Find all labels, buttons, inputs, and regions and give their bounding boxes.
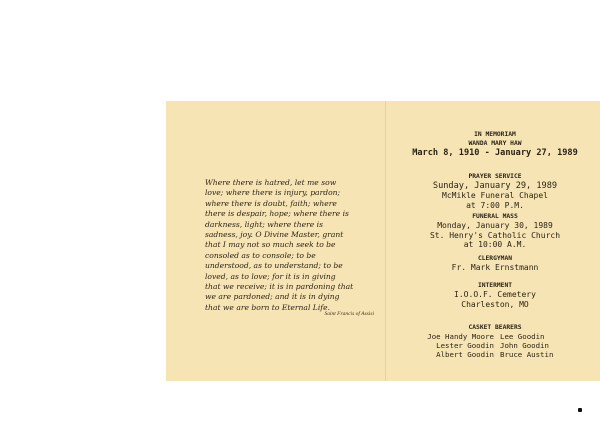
bearer-name: John Goodin [500, 341, 549, 351]
verse-line: understood, as to understand; to be [205, 261, 343, 271]
clergyman-title: CLERGYMAN [477, 255, 513, 262]
scan-speck [578, 408, 582, 412]
verse-line: that I may not so much seek to be [205, 240, 336, 250]
interment-place: I.O.O.F. Cemetery [454, 290, 536, 299]
casket-bearers-title: CASKET BEARERS [468, 324, 522, 331]
verse-line: loved, as to love; for it is in giving [205, 271, 336, 281]
bearer-name: Joe Handy Moore [427, 332, 494, 341]
verse-line: love; where there is injury, pardon; [205, 188, 341, 198]
verse-line: that we receive; it is in pardoning that [205, 282, 354, 292]
prayer-service-time: at 7:00 P.M. [466, 200, 524, 210]
verse-line: where there is doubt, faith; where [205, 198, 337, 208]
verse-line: Where there is hatred, let me sow [205, 178, 337, 187]
casket-bearers-block [395, 324, 595, 360]
prayer-service-place: McMikle Funeral Chapel [442, 191, 548, 200]
funeral-mass-date: Monday, January 30, 1989 [437, 221, 553, 230]
bearer-row [395, 341, 595, 350]
verse-line: consoled as to console; to be [205, 250, 316, 260]
prayer-service-date: Sunday, January 29, 1989 [432, 181, 558, 191]
interment-city: Charleston, MO [461, 299, 529, 309]
interment-title: INTERMENT [477, 282, 513, 289]
bearer-row [395, 350, 595, 359]
bearer-name: Albert Goodin [436, 350, 494, 360]
prayer-service-block [395, 172, 595, 210]
clergyman-name: Fr. Mark Ernstmann [451, 263, 539, 272]
header-block [395, 130, 595, 158]
life-dates: March 8, 1910 - January 27, 1989 [412, 148, 578, 158]
deceased-name: WANDA MARY HAW [468, 140, 522, 147]
verse-line: that we are born to Eternal Life. [205, 302, 330, 312]
bearer-row [395, 332, 595, 341]
prayer-verse [205, 178, 385, 313]
prayer-service-title: PRAYER SERVICE [468, 173, 522, 180]
bearer-name: Bruce Austin [500, 350, 554, 360]
verse-line: we are pardoned; and it is in dying [205, 292, 340, 302]
bearer-name: Lester Goodin [436, 341, 494, 351]
verse-line: darkness, light; where there is [205, 219, 323, 229]
verse-line: sadness, joy. O Divine Master, grant [205, 230, 344, 240]
clergyman-block [395, 254, 595, 273]
memoriam-heading: IN MEMORIAM [474, 131, 516, 138]
verse-line: there is despair, hope; where there is [205, 209, 349, 219]
card-fold-line [385, 101, 386, 381]
funeral-mass-title: FUNERAL MASS [472, 213, 518, 220]
funeral-mass-place: St. Henry's Catholic Church [429, 230, 561, 240]
interment-block [395, 281, 595, 309]
funeral-mass-time: at 10:00 A.M. [463, 240, 527, 249]
verse-attribution: Saint Francis of Assisi [324, 311, 374, 317]
funeral-mass-block [395, 212, 595, 250]
bearer-name: Lee Goodin [500, 332, 545, 341]
